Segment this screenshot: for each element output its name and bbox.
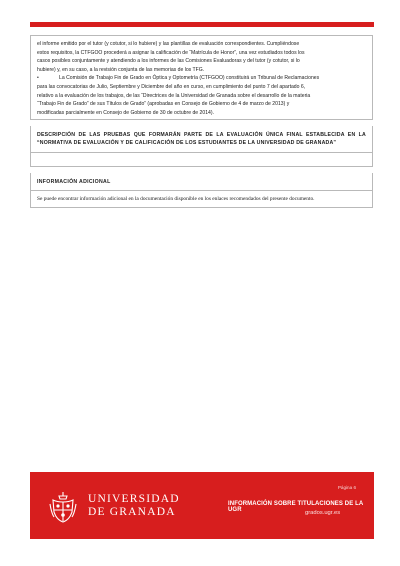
- text-line: el informe emitido por el tutor (y cotutor, si lo hubiere) y las plantillas de evaluación correspondientes. Cumpliéndose: [37, 41, 300, 47]
- text-line: casos posibles conjuntamente y atendiendo a los informes de las Comisiones Evaluadoras y del tutor (y cotutor, si lo: [37, 58, 300, 65]
- footer-site-link[interactable]: grados.ugr.es: [305, 510, 341, 516]
- text-line: estos requisitos, la CTFGOO procederá a asignar la calificación de “Matrícula de Honor”, una vez estudiados todos los: [37, 49, 305, 56]
- text-line: modificadas parcialmente en Consejo de Gobierno de 30 de octubre de 2014).: [37, 109, 214, 116]
- footer-info-title: INFORMACIÓN SOBRE TITULACIONES DE LA UGR: [228, 501, 364, 513]
- evaluation-text-box: [30, 35, 373, 120]
- text-line: La Comisión de Trabajo Fin de Grado en Óptica y Optometría (CTFGOO) constituirá un Tribunal de Reclamaciones: [59, 75, 320, 82]
- text-line: relativo a la evaluación de los trabajos, de las “Directrices de la Universidad de Granada sobre el desarrollo de la materia: [37, 92, 311, 99]
- additional-info-content: [30, 191, 373, 208]
- text-line: para las convocatorias de Julio, Septiembre y Diciembre del año en curso, en cumplimiento del punto 7 del apartado 6,: [37, 83, 306, 90]
- final-evaluation-content: [30, 153, 373, 167]
- additional-info-heading: INFORMACIÓN ADICIONAL: [37, 179, 111, 186]
- text-line: “Trabajo Fin de Grado” de sus Títulos de Grado” (aprobadas en Consejo de Gobierno de 4 de marzo de 2013) y: [37, 101, 290, 108]
- top-red-rule: [30, 22, 374, 27]
- university-line-2: DE GRANADA: [88, 505, 176, 518]
- university-logo-text: [88, 493, 180, 518]
- additional-info-section: [30, 173, 373, 191]
- final-evaluation-heading: DESCRIPCIÓN DE LAS PRUEBAS QUE FORMARÁN PARTE DE LA EVALUACIÓN ÚNICA FINAL ESTABLECIDA EN LA “NORMATIVA DE EVALUACIÓN Y DE CALIFICACIÓN DE LOS ESTUDIANTES DE LA UNIVERSIDAD DE GRANADA”: [37, 132, 366, 146]
- text-line: hubiere) y, en su caso, a la revisión conjunta de las memorias de los TFG.: [37, 66, 205, 73]
- bullet-icon: •: [37, 75, 39, 82]
- document-body: [30, 35, 373, 208]
- additional-info-text: Se puede encontrar información adicional en la documentación disponible en los enlaces recomendados del presente documento.: [37, 196, 315, 203]
- page-number: Página 6: [337, 485, 356, 490]
- footer-banner: [30, 472, 374, 539]
- university-line-1: UNIVERSIDAD: [88, 493, 180, 505]
- evaluation-paragraph: [31, 36, 372, 119]
- bullet-item: [37, 74, 366, 83]
- final-evaluation-section: [30, 126, 373, 153]
- university-crest-icon: [48, 490, 78, 524]
